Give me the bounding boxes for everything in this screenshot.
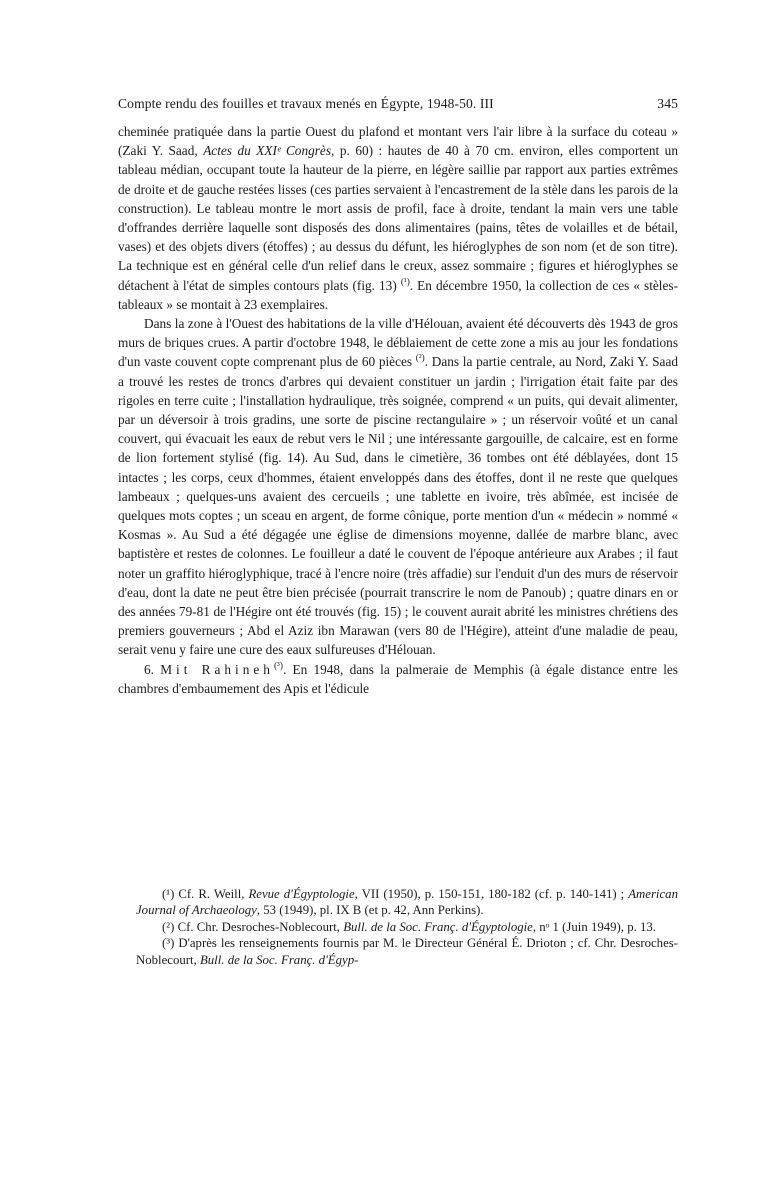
- text-run: . Dans la partie centrale, au Nord, Zaki Y. Saad a trouvé les restes de troncs d'arbres qui devaient constituer un jardin ; l'irrigation était faite par des rigoles en terre cuite ; l'installation hydraulique, très soignée, comprend « un puits, qui devait alimenter, par un déversoir à trois gradins, une sorte de piscine rectangulaire » ; un réservoir voûté et un canal couvert, qui évacuait les eaux de rebut vers le Nil ; une intéressante gargouille, de calcaire, est en forme de lion fortement stylisé (fig. 14). Au Sud, dans le cimetière, 36 tombes ont été déblayées, dont 15 intactes ; les corps, ceux d'hommes, étaient enveloppés dans des étoffes, dont il ne reste que quelques lambeaux ; quelques-uns avaient des cercueils ; une tablette en ivoire, très abîmée, est incisée de quelques mots coptes ; un sceau en argent, de forme cônique, porte mention d'un « médecin » nommé « Kosmas ». Au Sud a été dégagée une église de dimensions moyenne, dallée de marbre blanc, avec baptistère et restes de colonnes. Le fouilleur a daté le couvent de l'époque antérieure aux Arabes ; il faut noter un graffito hiéroglyphique, tracé à l'encre noire (très affadie) sur l'enduit d'un des murs de réservoir d'eau, dont la date ne peut être bien précisée (pourrait transcrire le nom de Panoub) ; quatre dinars en or des années 79-81 de l'Hégire ont été trouvés (fig. 15) ; le couvent aurait abrité les ministres chrétiens des premiers gouverneurs ; Abd el Aziz ibn Marawan (vers 80 de l'Hégire), atteint d'une maladie de peau, serait venu y faire une cure des eaux sulfureuses d'Hélouan.: [118, 354, 679, 658]
- text-run: , p. 60) : hautes de 40 à 70 cm. environ, elles comportent un tableau médian, occupant toute la hauteur de la pierre, en légère saillie par rapport aux parties extrêmes de droite et de gauche restées lisses (ces parties servaient à l'encastrement de la stèle dans les parois de la construction). Le tableau montre le mort assis de profil, face à droite, tendant la main vers une table d'offrandes derrière laquelle sont disposés des dons alimentaires (pains, têtes de volailles et de bétail, vases) et des objets divers (étoffes) ; au dessus du défunt, les hiéroglyphes de son nom (et de son titre). La technique est en général celle d'un relief dans le creux, assez sommaire ; figures et hiéroglyphes se détachent à l'état de simples contours plats (fig. 13): [118, 143, 678, 293]
- footnote-ref: (²): [415, 354, 425, 365]
- paragraph-couvent-copte: [118, 314, 678, 660]
- footnote-marker: (²): [162, 919, 175, 934]
- text-run: , nᵒ 1 (Juin 1949), p. 13.: [532, 919, 656, 934]
- footnote-marker: (¹): [162, 887, 175, 901]
- footnote-marker: (³): [162, 936, 175, 951]
- italic-citation: Revue d'Égyptologie: [248, 887, 355, 901]
- footnote-ref: (³): [273, 661, 283, 672]
- footnote-ref: (¹): [400, 277, 410, 288]
- italic-citation: Actes du XXIᵉ Congrès: [203, 143, 332, 159]
- text-run: . En 1948, dans la palmeraie de Memphis (à égale distance entre les chambres d'embaumement des Apis et l'édicule: [118, 661, 678, 696]
- page-number: 345: [657, 96, 678, 111]
- footnote-2: [136, 919, 678, 935]
- italic-citation: American Journal of Archaeology: [136, 887, 678, 918]
- text-run: Cf. Chr. Desroches-Noblecourt,: [174, 919, 344, 934]
- paragraph-stele-tableaux: [118, 122, 678, 314]
- text-run: . En décembre 1950, la collection de ces « stèles-tableaux » se montait à 23 exemplaires.: [118, 277, 678, 312]
- text-run: D'après les renseignements fournis par M. le Directeur Général É. Drioton ; cf. Chr. Desroches-Noblecourt,: [136, 936, 678, 967]
- text-run: Dans la zone à l'Ouest des habitations de la ville d'Hélouan, avaient été découverts dès 1943 de gros murs de briques crues. A partir d'octobre 1948, le déblaiement de cette zone a mis au jour les fondations d'un vaste couvent copte comprenant plus de 60 pièces: [118, 316, 678, 370]
- text-run: , 53 (1949), pl. IX B (et p. 42, Ann Perkins).: [256, 903, 484, 918]
- footnote-1: [136, 886, 678, 919]
- text-run: , VII (1950), p. 150-151, 180-182 (cf. p. 140-141) ;: [354, 887, 629, 901]
- text-run: cheminée pratiquée dans la partie Ouest du plafond et montant vers l'air libre à la surface du coteau » (Zaki Y. Saad,: [118, 124, 678, 159]
- footnote-3: [136, 935, 678, 968]
- italic-citation: Bull. de la Soc. Franç. d'Égyp-: [199, 952, 359, 967]
- footnotes: [136, 886, 678, 968]
- main-text: [118, 122, 678, 698]
- section-number: 6.: [144, 661, 154, 677]
- italic-citation: Bull. de la Soc. Franç. d'Égyptologie: [343, 919, 533, 934]
- running-title: Compte rendu des fouilles et travaux menés en Égypte, 1948-50. III: [118, 96, 494, 111]
- paragraph-mit-rahineh: [118, 660, 678, 698]
- text-run: Cf. R. Weill,: [174, 887, 249, 901]
- section-heading: Mit Rahineh: [160, 661, 274, 677]
